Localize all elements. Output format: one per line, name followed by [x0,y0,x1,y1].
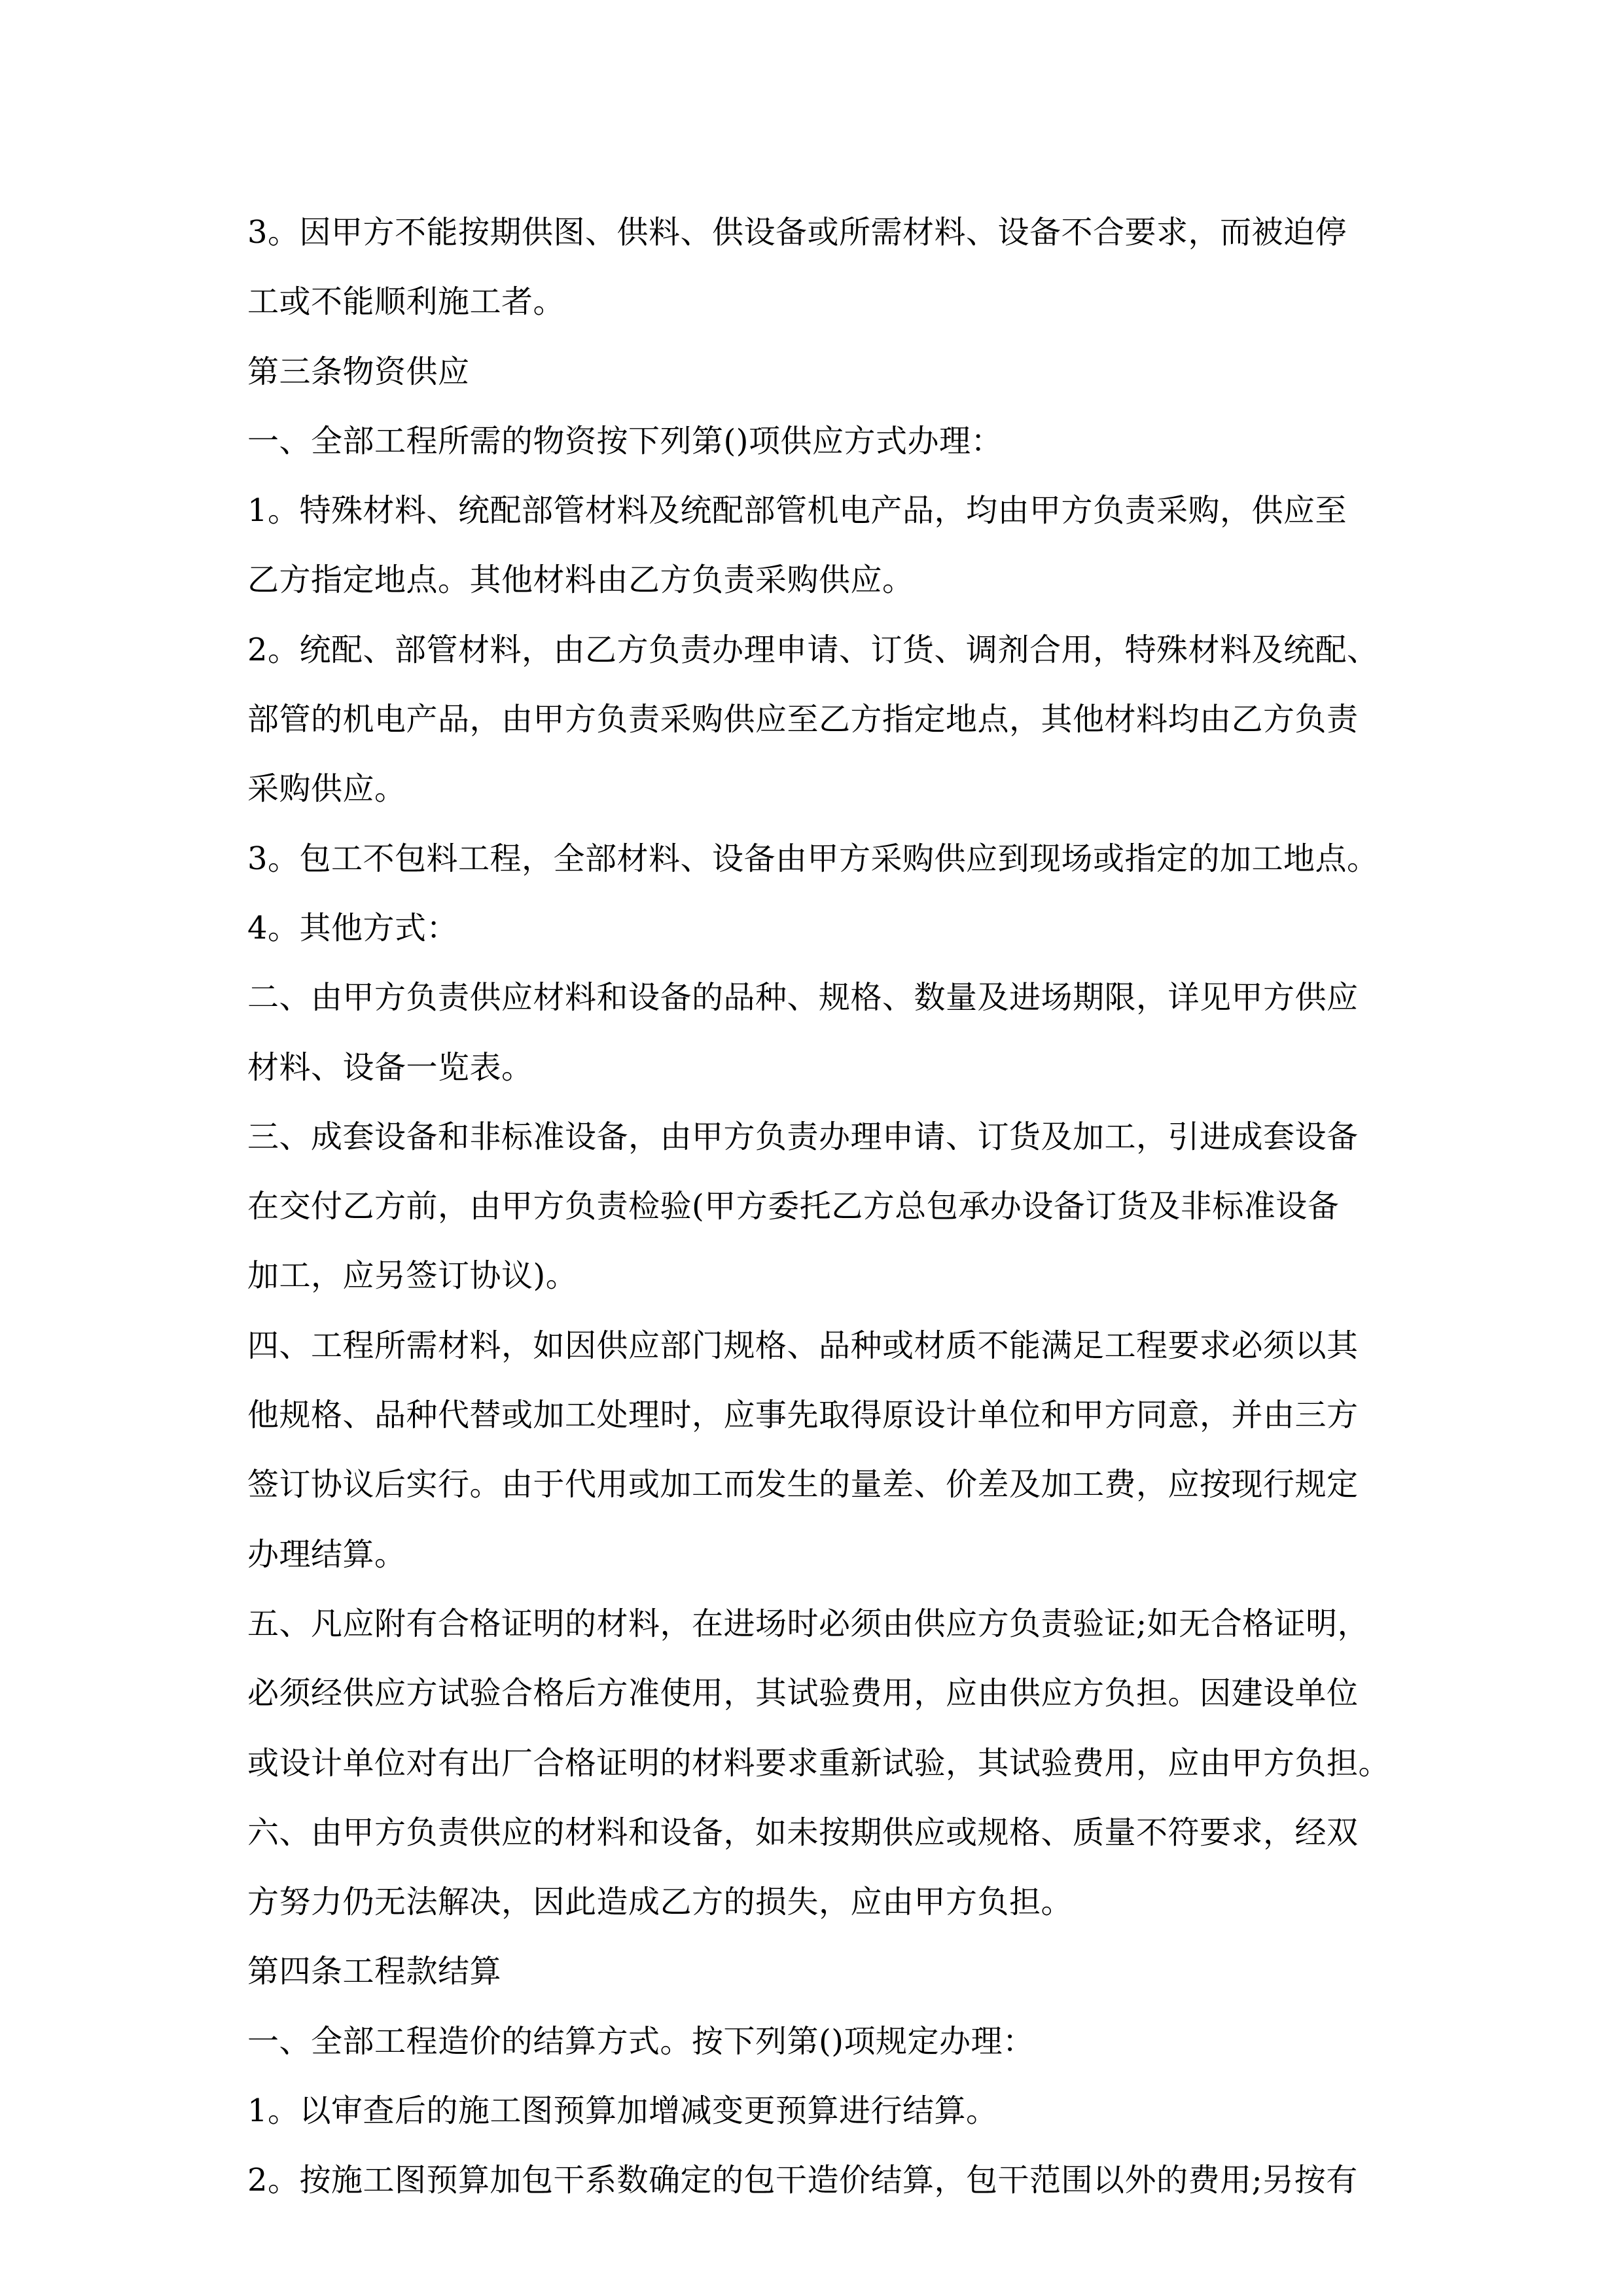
text-line: 签订协议后实行。由于代用或加工而发生的量差、价差及加工费，应按现行规定 [247,1466,1359,1503]
text-line: 工或不能顺利施工者。 [247,283,565,321]
text-line: 或设计单位对有出厂合格证明的材料要求重新试验，其试验费用，应由甲方负担。 [247,1744,1391,1782]
text-line: 1。以审查后的施工图预算加增减变更预算进行结算。 [247,2092,998,2130]
text-line: 采购供应。 [247,770,406,808]
text-line: 1。特殊材料、统配部管材料及统配部管机电产品，均由甲方负责采购，供应至 [247,492,1347,529]
text-line: 2。统配、部管材料，由乙方负责办理申请、订货、调剂合用，特殊材料及统配、 [247,631,1379,668]
text-line: 他规格、品种代替或加工处理时，应事先取得原设计单位和甲方同意，并由三方 [247,1397,1359,1434]
text-line: 六、由甲方负责供应的材料和设备，如未按期供应或规格、质量不符要求，经双 [247,1814,1359,1851]
text-line: 2。按施工图预算加包干系数确定的包干造价结算，包干范围以外的费用;另按有 [247,2162,1358,2199]
text-line: 3。因甲方不能按期供图、供料、供设备或所需材料、设备不合要求，而被迫停 [247,214,1347,251]
text-line: 五、凡应附有合格证明的材料，在进场时必须由供应方负责验证;如无合格证明， [247,1605,1370,1642]
document-page [247,198,1391,2215]
text-line: 在交付乙方前，由甲方负责检验(甲方委托乙方总包承办设备订货及非标准设备 [247,1188,1340,1225]
text-line: 加工，应另签订协议)。 [247,1257,578,1295]
text-line: 一、全部工程造价的结算方式。按下列第()项规定办理： [247,2022,1035,2060]
text-line: 4。其他方式： [247,909,459,946]
text-line: 办理结算。 [247,1535,406,1573]
text-line: 必须经供应方试验合格后方准使用，其试验费用，应由供应方负担。因建设单位 [247,1675,1359,1712]
text-line: 四、工程所需材料，如因供应部门规格、品种或材质不能满足工程要求必须以其 [247,1327,1359,1364]
section-heading: 第三条物资供应 [247,353,470,390]
section-heading: 第四条工程款结算 [247,1953,502,1990]
text-line: 乙方指定地点。其他材料由乙方负责采购供应。 [247,562,914,599]
text-line: 材料、设备一览表。 [247,1049,533,1086]
text-line: 三、成套设备和非标准设备，由甲方负责办理申请、订货及加工，引进成套设备 [247,1118,1359,1155]
text-line: 一、全部工程所需的物资按下列第()项供应方式办理： [247,422,1003,459]
text-line: 3。包工不包料工程，全部材料、设备由甲方采购供应到现场或指定的加工地点。 [247,840,1379,877]
text-line: 方努力仍无法解决，因此造成乙方的损失，应由甲方负担。 [247,1884,1073,1921]
text-line: 二、由甲方负责供应材料和设备的品种、规格、数量及进场期限，详见甲方供应 [247,979,1359,1016]
text-line: 部管的机电产品，由甲方负责采购供应至乙方指定地点，其他材料均由乙方负责 [247,701,1359,738]
